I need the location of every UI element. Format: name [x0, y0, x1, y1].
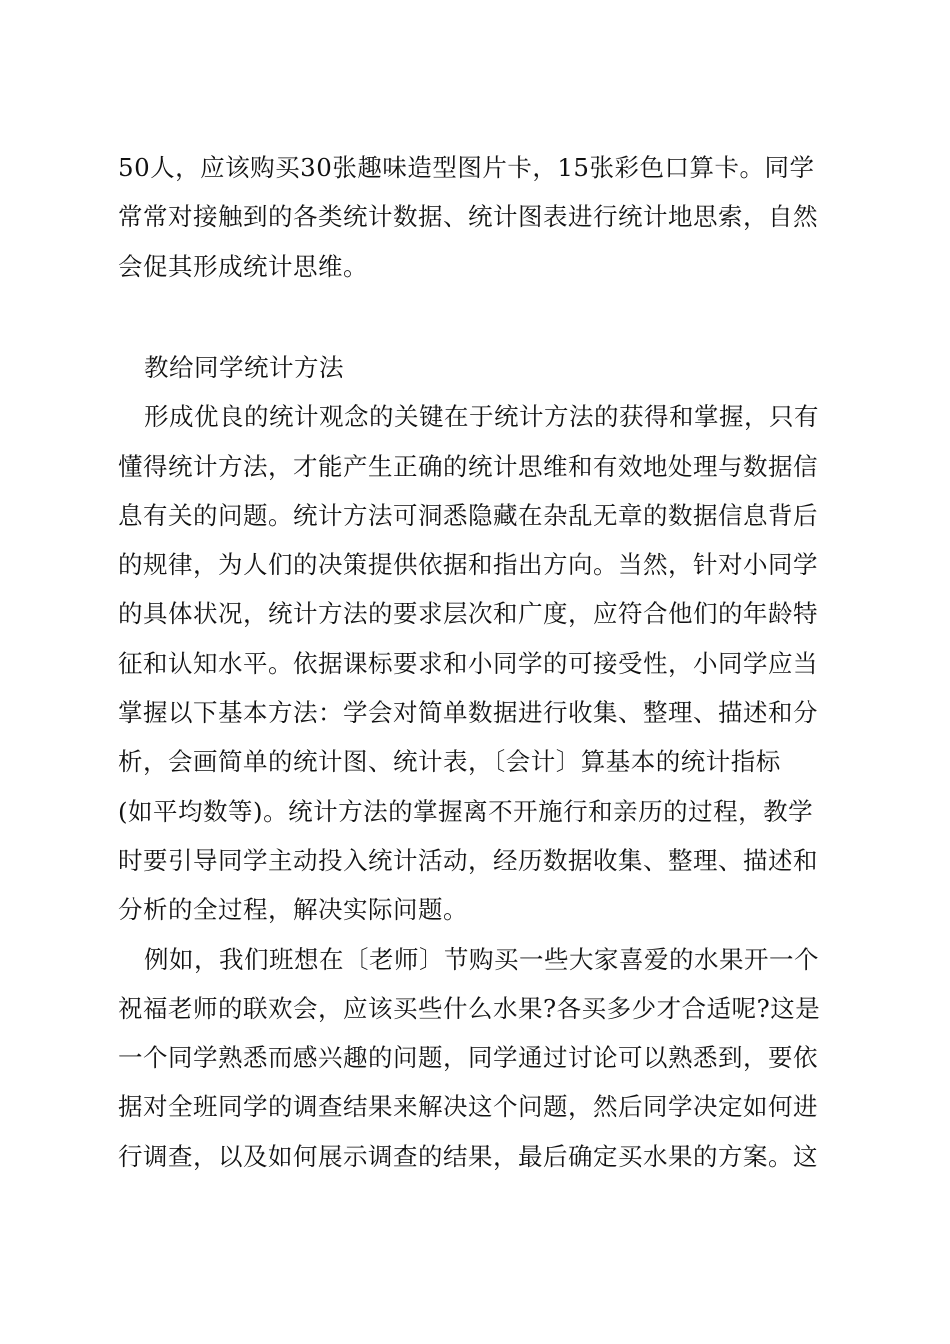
text-line: 行调查，以及如何展示调查的结果，最后确定买水果的方案。这: [118, 1141, 818, 1171]
text-line: 析，会画简单的统计图、统计表，〔会计〕算基本的统计指标: [118, 747, 781, 777]
text-line: 例如，我们班想在〔老师〕节购买一些大家喜爱的水果开一个: [144, 944, 819, 974]
text-line: (如平均数等)。统计方法的掌握离不开施行和亲历的过程，教学: [118, 796, 814, 826]
text-line: 掌握以下基本方法：学会对简单数据进行收集、整理、描述和分: [118, 698, 818, 728]
text-line: 一个同学熟悉而感兴趣的问题，同学通过讨论可以熟悉到，要依: [118, 1043, 818, 1073]
text-line: 形成优良的统计观念的关键在于统计方法的获得和掌握，只有: [144, 402, 819, 432]
text-line: 息有关的问题。统计方法可洞悉隐藏在杂乱无章的数据信息背后: [118, 500, 818, 530]
text-line: 懂得统计方法，才能产生正确的统计思维和有效地处理与数据信: [118, 451, 818, 481]
body-section: [118, 343, 838, 1181]
text-line: 常常对接触到的各类统计数据、统计图表进行统计地思索，自然: [118, 202, 818, 232]
text-line: 据对全班同学的调查结果来解决这个问题，然后同学决定如何进: [118, 1092, 818, 1122]
text-line: 会促其形成统计思维。: [118, 251, 368, 281]
text-line: 分析的全过程，解决实际问题。: [118, 895, 468, 925]
text-line: 50人，应该购买30张趣味造型图片卡，15张彩色口算卡。同学: [118, 153, 815, 182]
paragraph-continuation: [118, 143, 838, 291]
section-heading: 教给同学统计方法: [144, 353, 344, 382]
text-line: 的具体状况，统计方法的要求层次和广度，应符合他们的年龄特: [118, 599, 818, 629]
text-line: 时要引导同学主动投入统计活动，经历数据收集、整理、描述和: [118, 845, 818, 875]
text-line: 祝福老师的联欢会，应该买些什么水果?各买多少才合适呢?这是: [118, 993, 821, 1023]
text-line: 征和认知水平。依据课标要求和小同学的可接受性，小同学应当: [118, 648, 818, 678]
text-line: 的规律，为人们的决策提供依据和指出方向。当然，针对小同学: [118, 550, 818, 580]
